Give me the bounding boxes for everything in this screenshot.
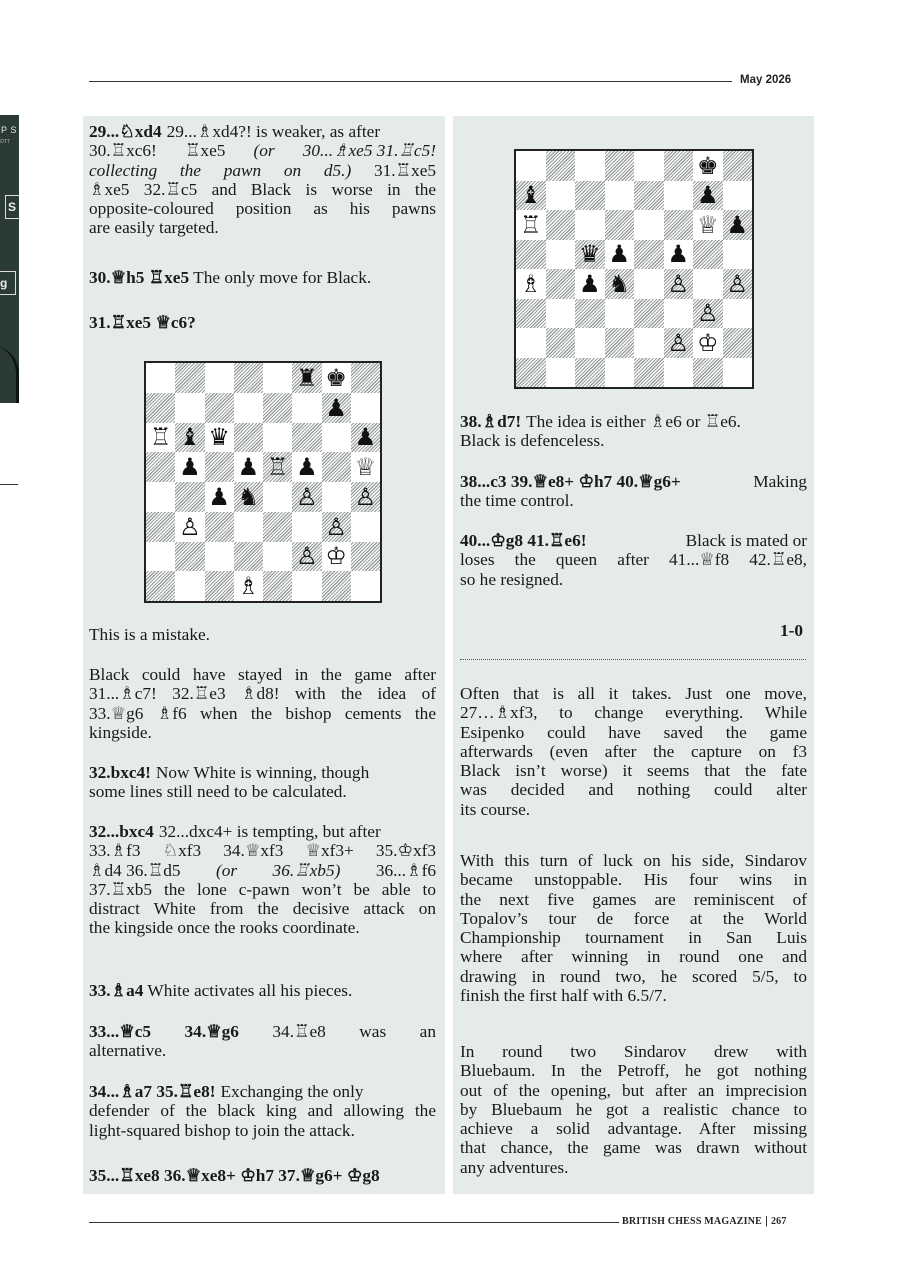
square-g6 — [693, 210, 723, 240]
chess-piece: ♖ — [519, 210, 542, 239]
square-d8 — [605, 151, 635, 181]
text-line: 29...♗xd4?! is weaker, as after — [166, 122, 381, 141]
square-g8 — [693, 151, 723, 181]
chess-piece: ♚ — [696, 151, 719, 180]
square-h4 — [351, 482, 380, 512]
text-line: The only move for Black. — [193, 268, 372, 287]
text-word: Making — [753, 472, 807, 491]
square-a5 — [516, 240, 546, 270]
text-line: Black is defenceless. — [460, 431, 605, 451]
text-word: pawn — [223, 160, 262, 180]
chess-piece: ♙ — [354, 482, 377, 511]
text-line: distract White from the decisive attack on — [89, 899, 436, 919]
text-line: Esipenko could have saved the game — [460, 722, 807, 742]
chess-piece: ♙ — [667, 328, 689, 357]
header-rule — [89, 81, 732, 82]
chess-piece: ♙ — [179, 512, 201, 541]
footer-separator: | — [765, 1215, 768, 1227]
text-line: Black could have stayed in the game after — [89, 665, 436, 684]
annotation-31 — [89, 313, 436, 332]
square-c8 — [205, 363, 234, 393]
square-h3 — [351, 512, 380, 542]
annotation-32 — [89, 763, 436, 802]
square-h4 — [723, 269, 753, 299]
photo-logo-text: P S — [1, 125, 17, 135]
square-a2 — [516, 328, 546, 358]
text-line: Topalov’s tour de force at the World — [460, 908, 807, 928]
chess-piece: ♙ — [296, 482, 318, 511]
text-line: drawing in round two, he scored 5/5, to — [460, 966, 807, 986]
text-word: 36.♖xb5) — [272, 860, 341, 880]
text-line: alternative. — [89, 1041, 167, 1061]
text-word: ♖xe5 — [184, 141, 226, 161]
square-c4 — [205, 482, 234, 512]
square-e6 — [634, 210, 664, 240]
section-divider — [460, 659, 806, 660]
issue-date: May 2026 — [740, 74, 792, 86]
square-d3 — [605, 299, 635, 329]
move-38: 38.♗d7! — [460, 412, 522, 431]
square-a3 — [516, 299, 546, 329]
text-line: 33.♗f3 ♘xf3 34.♕xf3 ♕xf3+ 35.♔xf3 — [89, 841, 436, 861]
square-g7 — [322, 393, 351, 423]
square-b6 — [175, 423, 204, 453]
square-b3 — [546, 299, 576, 329]
square-h7 — [723, 181, 753, 211]
square-c5 — [575, 240, 605, 270]
square-a3 — [146, 512, 175, 542]
square-a4 — [516, 269, 546, 299]
square-b2 — [546, 328, 576, 358]
text-line: 37.♖xb5 the lone c-pawn won’t be able to — [89, 879, 436, 899]
square-c3 — [205, 512, 234, 542]
annotation-32-reply — [89, 822, 436, 938]
text-word: (or — [253, 141, 275, 161]
text-line: was decided and nothing could alter — [460, 780, 807, 800]
photo-sign-1: S — [5, 195, 19, 219]
text-line: With this turn of luck on his side, Sindarov — [460, 851, 807, 870]
chess-piece: ♟ — [578, 269, 601, 298]
adjacent-page-rule — [0, 484, 18, 485]
square-h3 — [723, 299, 753, 329]
square-f8 — [292, 363, 321, 393]
chess-piece: ♖ — [266, 453, 289, 482]
square-h5 — [723, 240, 753, 270]
square-h2 — [351, 542, 380, 572]
chess-piece: ♝ — [179, 423, 201, 452]
chess-piece: ♙ — [667, 269, 689, 298]
chess-piece: ♕ — [696, 210, 719, 239]
chess-piece: ♙ — [296, 542, 318, 571]
square-d5 — [605, 240, 635, 270]
text-line: Bluebaum. In the Petroff, he got nothing — [460, 1061, 807, 1081]
square-e3 — [263, 512, 292, 542]
chess-piece: ♟ — [208, 482, 230, 511]
square-e2 — [634, 328, 664, 358]
text-line: loses the queen after 41...♕f8 42.♖e8, — [460, 550, 807, 570]
square-h8 — [723, 151, 753, 181]
square-a1 — [146, 571, 175, 601]
text-line: ♗xe5 32.♖c5 and Black is worse in the — [89, 179, 436, 199]
square-f5 — [292, 452, 321, 482]
square-g6 — [322, 423, 351, 453]
chess-piece: ♟ — [608, 240, 630, 269]
move-32: 32.bxc4! — [89, 763, 151, 782]
photo-logo-small: OTT — [0, 139, 10, 145]
square-e7 — [634, 181, 664, 211]
text-word: 30.♖xc6! — [89, 141, 157, 161]
square-c2 — [205, 542, 234, 572]
square-b7 — [546, 181, 576, 211]
square-c6 — [575, 210, 605, 240]
text-line: The idea is either ♗e6 or ♖e6. — [526, 412, 741, 431]
annotation-35-37 — [89, 1166, 436, 1185]
annotation-mistake — [89, 625, 436, 644]
annotation-40-41 — [460, 531, 807, 589]
text-line: 27…♗xf3, to change everything. While — [460, 703, 807, 723]
move-33: 33.♗a4 — [89, 981, 144, 1000]
square-c7 — [575, 181, 605, 211]
text-line: kingside. — [89, 722, 152, 742]
square-d7 — [234, 393, 263, 423]
square-d6 — [234, 423, 263, 453]
annotation-38 — [460, 412, 807, 451]
text-line: the kingside once the rooks coordinate. — [89, 918, 360, 938]
chess-piece: ♗ — [519, 269, 542, 298]
annotation-alternative — [89, 665, 436, 742]
square-e1 — [634, 358, 664, 388]
square-b1 — [175, 571, 204, 601]
text-word: 34.♖e8 — [272, 1022, 326, 1041]
square-a4 — [146, 482, 175, 512]
text-word: Black is mated or — [685, 531, 807, 550]
square-a1 — [516, 358, 546, 388]
square-d3 — [234, 512, 263, 542]
move-35: 34...♗a7 35.♖e8! — [89, 1082, 216, 1101]
chess-diagram-2 — [514, 149, 754, 389]
square-h6 — [351, 423, 380, 453]
text-line: the next five games are reminiscent of — [460, 889, 807, 909]
chess-piece: ♟ — [726, 210, 748, 239]
text-word: the — [179, 160, 201, 180]
square-b6 — [546, 210, 576, 240]
square-h1 — [723, 358, 753, 388]
square-d2 — [605, 328, 635, 358]
text-line: achieve a solid advantage. After missing — [460, 1119, 807, 1139]
square-g5 — [322, 452, 351, 482]
text-line: its course. — [460, 799, 531, 819]
text-line: where after winning in round one and — [460, 947, 807, 967]
photo-sign-2: g — [0, 271, 16, 295]
square-b2 — [175, 542, 204, 572]
adjacent-page-photo — [0, 115, 19, 403]
move-34: 34.♕g6 — [184, 1022, 239, 1041]
square-g1 — [693, 358, 723, 388]
move-40-41: 40...♔g8 41.♖e6! — [460, 531, 587, 550]
square-c1 — [575, 358, 605, 388]
text-word: an — [419, 1022, 436, 1041]
square-b3 — [175, 512, 204, 542]
square-e4 — [263, 482, 292, 512]
square-a7 — [516, 181, 546, 211]
square-f4 — [664, 269, 694, 299]
square-c8 — [575, 151, 605, 181]
text-line: Exchanging the only — [220, 1082, 364, 1101]
square-d4 — [234, 482, 263, 512]
text-line: Now White is winning, though — [155, 763, 370, 782]
move-38-40: 38...c3 39.♕e8+ ♔h7 40.♕g6+ — [460, 472, 681, 491]
square-f3 — [664, 299, 694, 329]
square-d6 — [605, 210, 635, 240]
commentary-paragraph-3 — [460, 1042, 807, 1177]
square-a7 — [146, 393, 175, 423]
text-line: In round two Sindarov drew with — [460, 1042, 807, 1061]
square-f1 — [664, 358, 694, 388]
commentary-paragraph-2 — [460, 851, 807, 1005]
square-f6 — [664, 210, 694, 240]
text-word: collecting — [89, 160, 158, 180]
text-line: any adventures. — [460, 1157, 569, 1177]
text-line: This is a mistake. — [89, 625, 210, 644]
chess-piece: ♟ — [296, 453, 318, 482]
chess-piece: ♞ — [237, 482, 260, 511]
text-line: so he resigned. — [460, 569, 564, 589]
text-line: Championship tournament in San Luis — [460, 928, 807, 948]
square-b7 — [175, 393, 204, 423]
chess-piece: ♝ — [519, 181, 542, 210]
square-f8 — [664, 151, 694, 181]
text-word: 36...♗f6 — [375, 860, 436, 880]
text-line: Black isn’t worse) it seems that the fate — [460, 761, 807, 781]
square-e6 — [263, 423, 292, 453]
text-line: the time control. — [460, 491, 574, 511]
square-d7 — [605, 181, 635, 211]
page-number: 267 — [770, 1216, 787, 1227]
chess-piece: ♟ — [179, 453, 201, 482]
magazine-name: BRITISH CHESS MAGAZINE — [622, 1216, 762, 1227]
text-word: ♗d4 36.♖d5 — [89, 860, 181, 880]
text-line: 31...♗c7! 32.♖e3 ♗d8! with the idea of — [89, 684, 436, 704]
square-d4 — [605, 269, 635, 299]
chess-piece: ♙ — [696, 299, 719, 328]
text-line: defender of the black king and allowing the — [89, 1101, 436, 1121]
square-b8 — [175, 363, 204, 393]
square-g2 — [322, 542, 351, 572]
square-b8 — [546, 151, 576, 181]
move-32-reply: 32...bxc4 — [89, 822, 154, 841]
square-b5 — [175, 452, 204, 482]
square-e2 — [263, 542, 292, 572]
square-c4 — [575, 269, 605, 299]
text-word: (or — [215, 860, 238, 880]
square-g7 — [693, 181, 723, 211]
text-line: became unstoppable. His four wins in — [460, 870, 807, 890]
text-word: was — [359, 1022, 387, 1041]
square-c3 — [575, 299, 605, 329]
square-f7 — [664, 181, 694, 211]
text-line: 33.♕g6 ♗f6 when the bishop cements the — [89, 703, 436, 723]
square-d5 — [234, 452, 263, 482]
square-f5 — [664, 240, 694, 270]
chess-piece: ♚ — [325, 363, 347, 392]
square-h1 — [351, 571, 380, 601]
square-a6 — [146, 423, 175, 453]
annotation-34 — [89, 1022, 436, 1061]
chess-piece: ♙ — [726, 269, 748, 298]
annotation-30 — [89, 268, 436, 287]
text-line: out of the opening, but after an imprecision — [460, 1080, 807, 1100]
chess-piece: ♗ — [237, 572, 260, 601]
square-g4 — [322, 482, 351, 512]
square-g3 — [693, 299, 723, 329]
square-c1 — [205, 571, 234, 601]
chess-piece: ♜ — [296, 363, 318, 392]
square-e3 — [634, 299, 664, 329]
move-29: 29...♘xd4 — [89, 122, 162, 141]
square-b4 — [175, 482, 204, 512]
square-h6 — [723, 210, 753, 240]
square-e8 — [634, 151, 664, 181]
chess-piece: ♟ — [354, 423, 377, 452]
text-word: 30...♗xe5 31.♖c5! — [302, 141, 436, 161]
square-h7 — [351, 393, 380, 423]
square-f6 — [292, 423, 321, 453]
text-line: finish the first half with 6.5/7. — [460, 986, 667, 1006]
chess-piece: ♔ — [325, 542, 347, 571]
square-e1 — [263, 571, 292, 601]
square-g3 — [322, 512, 351, 542]
text-line: afterwards (even after the capture on f3 — [460, 741, 807, 761]
game-result: 1-0 — [780, 621, 804, 640]
annotation-33 — [89, 981, 436, 1000]
text-line: some lines still need to be calculated. — [89, 782, 347, 802]
square-f2 — [664, 328, 694, 358]
square-b1 — [546, 358, 576, 388]
square-b5 — [546, 240, 576, 270]
square-g4 — [693, 269, 723, 299]
text-line: White activates all his pieces. — [147, 981, 353, 1000]
photo-shape — [0, 345, 19, 403]
chess-piece: ♔ — [696, 328, 719, 357]
annotation-38-40 — [460, 472, 807, 511]
chess-piece: ♛ — [578, 240, 601, 269]
square-f1 — [292, 571, 321, 601]
square-f2 — [292, 542, 321, 572]
chess-piece: ♖ — [149, 423, 172, 452]
square-e4 — [634, 269, 664, 299]
square-a8 — [146, 363, 175, 393]
square-d1 — [234, 571, 263, 601]
commentary-paragraph-1 — [460, 684, 807, 819]
chess-diagram-1 — [144, 361, 382, 603]
square-a5 — [146, 452, 175, 482]
square-f4 — [292, 482, 321, 512]
square-d8 — [234, 363, 263, 393]
square-e5 — [263, 452, 292, 482]
annotation-29 — [89, 122, 436, 238]
square-d2 — [234, 542, 263, 572]
move-31: 31.♖xe5 ♕c6? — [89, 313, 196, 332]
footer-rule — [89, 1222, 619, 1223]
square-a6 — [516, 210, 546, 240]
text-line: light-squared bishop to join the attack. — [89, 1120, 355, 1140]
move-35-37: 35...♖xe8 36.♕xe8+ ♔h7 37.♕g6+ ♔g8 — [89, 1166, 380, 1185]
text-line: by Bluebaum he got a realistic chance to — [460, 1099, 807, 1119]
text-line: are easily targeted. — [89, 218, 219, 238]
square-e5 — [634, 240, 664, 270]
square-h2 — [723, 328, 753, 358]
square-g8 — [322, 363, 351, 393]
chess-piece: ♕ — [354, 453, 377, 482]
square-h5 — [351, 452, 380, 482]
square-g2 — [693, 328, 723, 358]
square-d1 — [605, 358, 635, 388]
square-b4 — [546, 269, 576, 299]
square-f7 — [292, 393, 321, 423]
chess-piece: ♟ — [667, 240, 689, 269]
chess-piece: ♞ — [608, 269, 630, 298]
chess-piece: ♟ — [696, 181, 719, 210]
chess-piece: ♛ — [208, 423, 230, 452]
move-30: 30.♕h5 ♖xe5 — [89, 268, 190, 287]
text-word: d5.) — [323, 160, 352, 180]
text-word: 31.♖xe5 — [373, 160, 436, 180]
text-line: Often that is all it takes. Just one move, — [460, 684, 807, 703]
page-footer — [622, 1215, 787, 1227]
square-f3 — [292, 512, 321, 542]
text-line: opposite-coloured position as his pawns — [89, 199, 436, 219]
text-word: on — [283, 160, 302, 180]
chess-piece: ♟ — [325, 393, 347, 422]
square-a8 — [516, 151, 546, 181]
move-33-reply: 33...♕c5 — [89, 1022, 152, 1041]
text-line: that chance, the game was drawn without — [460, 1138, 807, 1158]
square-c7 — [205, 393, 234, 423]
square-c5 — [205, 452, 234, 482]
square-h8 — [351, 363, 380, 393]
chess-piece: ♟ — [237, 453, 260, 482]
chess-piece: ♙ — [325, 512, 347, 541]
annotation-35 — [89, 1082, 436, 1140]
square-g1 — [322, 571, 351, 601]
square-e7 — [263, 393, 292, 423]
square-c2 — [575, 328, 605, 358]
square-g5 — [693, 240, 723, 270]
text-line: 32...dxc4+ is tempting, but after — [158, 822, 381, 841]
square-c6 — [205, 423, 234, 453]
square-a2 — [146, 542, 175, 572]
square-e8 — [263, 363, 292, 393]
